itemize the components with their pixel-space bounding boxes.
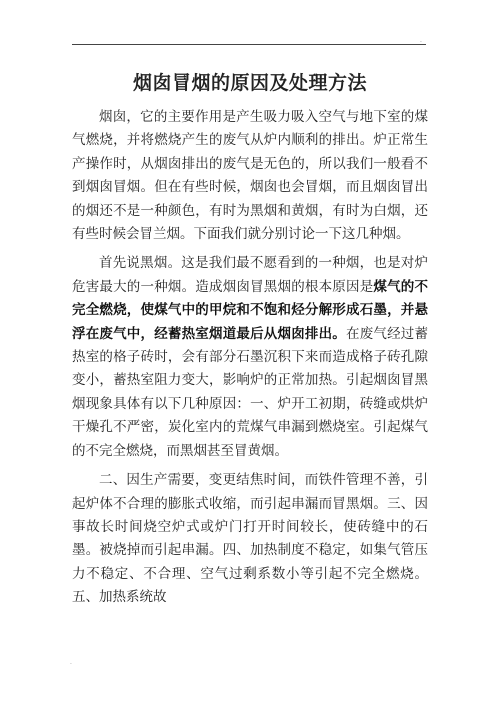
corner-mark: . <box>420 37 422 44</box>
header-rule <box>72 44 426 45</box>
paragraph-black-smoke <box>72 252 428 463</box>
paragraph-text: 首先说黑烟。这是我们最不愿看到的一种烟，也是对炉危害最大的一种烟。造成烟囱冒黑烟的根本原因是 <box>72 255 428 295</box>
page-title: 烟囱冒烟的原因及处理方法 <box>132 72 367 94</box>
paragraph-intro: 烟囱，它的主要作用是产生吸力吸入空气与地下室的煤气燃烧，并将燃烧产生的废气从炉内顺利的排出。炉正常生产操作时，从烟囱排出的废气是无色的，所以我们一般看不到烟囱冒烟。但在有些时候，烟囱也会冒烟，而且烟囱冒出的烟还不是一种颜色，有时为黑烟和黄烟，有时为白烟，还有些时候会冒兰烟。下面我们就分别讨论一下这几种烟。 <box>72 109 428 243</box>
paragraph-text: 在废气经过蓄热室的格子砖时，会有部分石墨沉积下来而造成格子砖孔隙变小，蓄热室阻力变大，影响炉的正常加热。引起烟囱冒黑烟现象具体有以下几种原因：一、炉开工初期，砖缝或烘炉干燥孔不严密，炭化室内的荒煤气串漏到燃烧室。引起煤气的不完全燃烧，而黑烟甚至冒黄烟。 <box>72 325 428 459</box>
paragraph-causes: 二、因生产需要，变更结焦时间，而铁件管理不善，引起炉体不合理的膨胀式收缩，而引起串漏而冒黑烟。三、因事故长时间烧空炉式或炉门打开时间较长，使砖缝中的石墨。被烧掉而引起串漏。四、加热制度不稳定，如集气管压力不稳定、不合理、空气过剩系数小等引起不完全燃烧。五、加热系统故 <box>72 472 428 606</box>
footer-mark: . <box>70 659 72 666</box>
document-body <box>72 106 428 616</box>
emphasized-text: 煤气的不完全燃烧，使煤气中的甲烷和不饱和烃分解形成石墨，并悬浮在废气中，经蓄热室烟道最后从烟囱排出。 <box>72 278 429 342</box>
